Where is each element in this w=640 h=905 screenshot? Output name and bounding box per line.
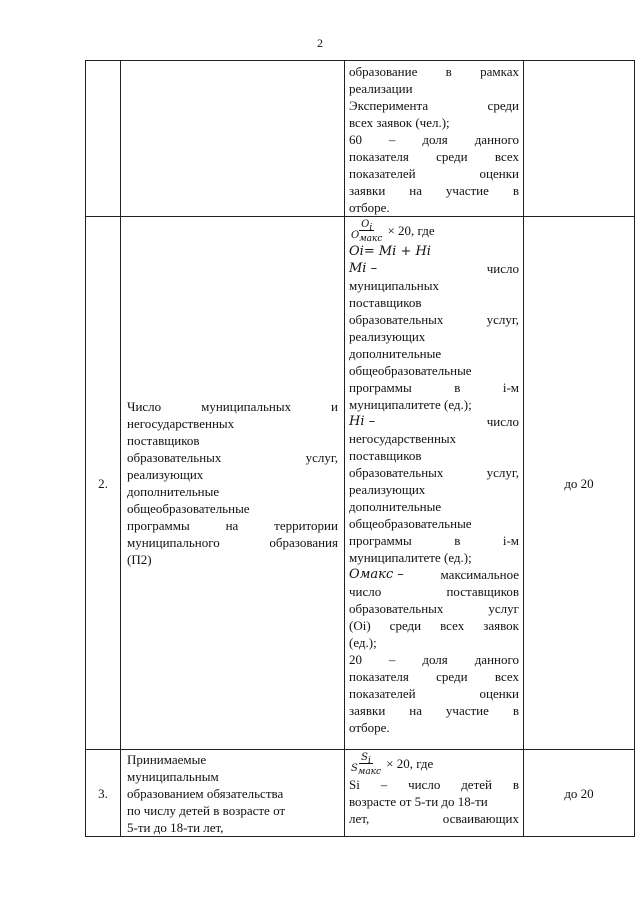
page-number: 2	[317, 36, 323, 50]
text-line: поставщиков	[349, 295, 422, 310]
calc-text-block	[349, 61, 519, 216]
text-line: показателей оценки	[349, 686, 519, 701]
text-line: (П2)	[127, 552, 152, 567]
text-line: образовательных услуг	[349, 601, 519, 616]
text-line: негосударственных	[349, 431, 457, 446]
text-line: Число муниципальных и	[127, 399, 338, 414]
text-line: программы в i-м	[349, 380, 519, 395]
text-line: образовательных услуг,	[127, 450, 338, 465]
text-line: отборе.	[349, 720, 390, 735]
text-line: 5-ти до 18-ти лет,	[127, 819, 224, 835]
text-line: Принимаемые	[127, 751, 207, 767]
max-score-cell: до 20	[524, 217, 635, 750]
text-line: 60 – доля данного	[349, 132, 519, 147]
variable-m-definition: Mi – число	[349, 261, 519, 276]
max-score-cell: до 20	[524, 750, 635, 837]
text-line: заявки на участие в	[349, 183, 519, 198]
text-line: поставщиков	[127, 433, 200, 448]
criterion-name-cell	[121, 750, 345, 837]
text-line: муниципальным	[127, 768, 219, 784]
formula-sum: Oi= Mi + Hi	[349, 244, 431, 259]
text-line: отборе.	[349, 200, 390, 215]
text-line: общеобразовательные	[349, 363, 472, 378]
text-line: дополнительные	[127, 484, 220, 499]
row-number-cell	[86, 61, 121, 217]
text-line: муниципалитете (ед.);	[349, 550, 472, 565]
text-line: муниципалитете (ед.);	[349, 397, 472, 412]
text-line: реализующих	[349, 329, 426, 344]
text-line: по числу детей в возрасте от	[127, 802, 286, 818]
text-line: негосударственных	[127, 416, 235, 431]
text-line: (Oi) среди всех заявок	[349, 618, 519, 633]
variable-o-definition: Oмакс – максимальное	[349, 567, 519, 582]
text-line: общеобразовательные	[127, 501, 250, 516]
calculation-cell	[345, 217, 524, 750]
text-line: показателя среди всех	[349, 669, 519, 684]
text-line: муниципального образования	[127, 535, 338, 550]
text-line: реализующих	[127, 467, 204, 482]
table-row	[86, 61, 635, 217]
text-line: всех заявок (чел.);	[349, 115, 450, 130]
text-line: реализующих	[349, 482, 426, 497]
max-score-cell	[524, 61, 635, 217]
row-number-cell: 2.	[86, 217, 121, 750]
formula-tail: × 20, где	[386, 755, 434, 771]
criterion-name-text	[127, 398, 338, 568]
text-line: дополнительные	[349, 499, 442, 514]
text-line: (ед.);	[349, 635, 377, 650]
text-line: образовательных услуг,	[349, 465, 519, 480]
calculation-cell	[345, 61, 524, 217]
text-line: число поставщиков	[349, 584, 519, 599]
text-line: возрасте от 5-ти до 18-ти	[349, 794, 488, 809]
calc-text-block	[349, 583, 519, 736]
text-line: программы на территории	[127, 518, 338, 533]
table-row	[86, 750, 635, 837]
text-line: Si – число детей в	[349, 777, 519, 792]
text-line: показателя среди всех	[349, 149, 519, 164]
text-line: дополнительные	[349, 346, 442, 361]
row-number-cell: 3.	[86, 750, 121, 837]
text-line: муниципальных	[349, 278, 440, 293]
criterion-name-cell	[121, 217, 345, 750]
text-line: заявки на участие в	[349, 703, 519, 718]
criterion-name-cell	[121, 61, 345, 217]
table-row	[86, 217, 635, 750]
criterion-name-text	[127, 751, 338, 836]
text-line: Эксперимента среди	[349, 98, 519, 113]
text-line: реализации	[349, 81, 413, 96]
calculation-cell	[345, 750, 524, 837]
text-line: общеобразовательные	[349, 516, 472, 531]
formula-fraction: $\frac{S_i}{S_{макс}}$ × 20, где	[351, 751, 434, 777]
variable-h-definition: Hi – число	[349, 414, 519, 429]
text-line: образование в рамках	[349, 64, 519, 79]
criteria-table	[85, 60, 635, 837]
formula-tail: × 20, где	[387, 222, 435, 238]
text-line: показателей оценки	[349, 166, 519, 181]
text-line: 20 – доля данного	[349, 652, 519, 667]
text-line: программы в i-м	[349, 533, 519, 548]
calc-text-block	[349, 776, 519, 827]
formula-fraction: $\frac{O_i}{O_{макс}}$ × 20, где	[351, 218, 435, 244]
text-line: лет, осваивающих	[349, 811, 519, 826]
text-line: поставщиков	[349, 448, 422, 463]
text-line: образованием обязательства	[127, 785, 284, 801]
calc-text-block	[349, 277, 519, 413]
text-line: образовательных услуг,	[349, 312, 519, 327]
calc-text-block	[349, 430, 519, 566]
